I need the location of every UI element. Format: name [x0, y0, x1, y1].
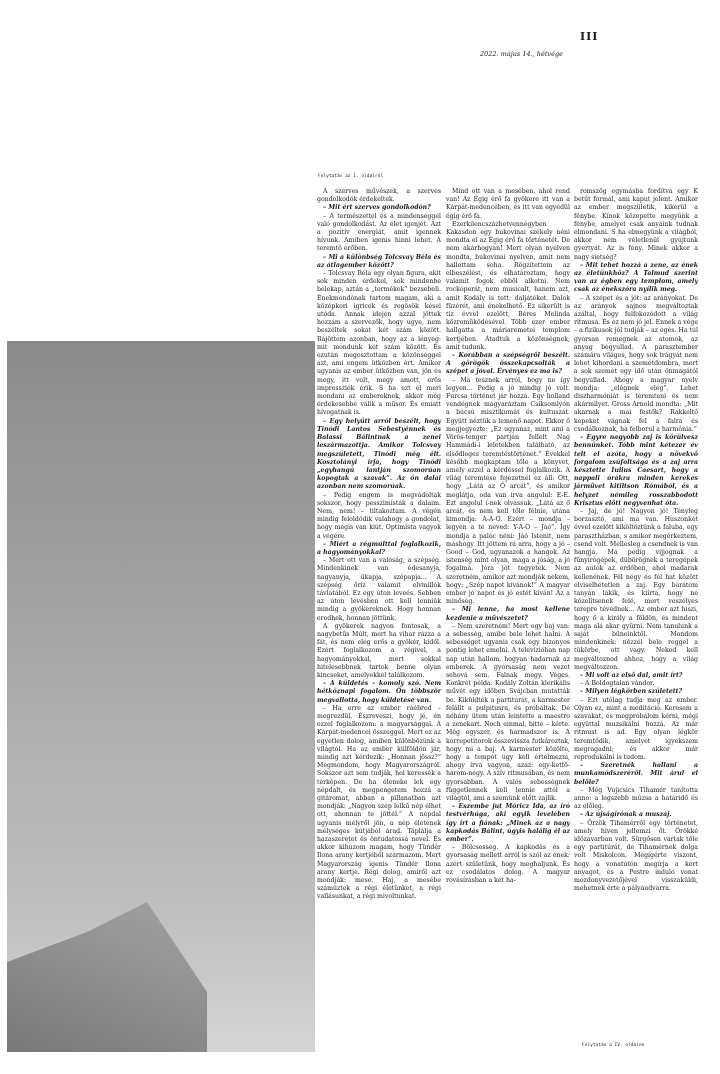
- interview-question: – Eszembe jut Móricz Ida, az író testvérhúga, aki egyik levelében így írt a fiának: „Minek az a nagy kapkodás Bálint, úgyis halálig él az ember”.: [446, 803, 570, 844]
- paragraph: – Ha erre az ember ráébred – megrezdül. Észreveszi, hogy jé, én ezzel foglalkozom: a magyarsággal. A Kárpát-medencei összeggel. Mert ez az egyetlen dolog, amiben különbözünk a világtól. Ha az ember külföldön jár, mindig azt kérdezik: „Honnan jössz?” Megmondom, hogy Magyarországról. Sokszor azt sem tudják, hol keressék a térképen. De ha éleneke lek egy népdalt, és megpengetem hozzá a gitáromat, abban a pillanatban azt mondják: „Nagyon szép lelkű nép élhet ott, ahonnan te jöttél.” A népdal ugyanis mélyről jön, a nép életének mélységes kútjából árad. Táplálja a hazaszeretet és öntudatossá nevel. És akkor kihúzom magam, hogy Tündér Ilona arany kertjéből származom. Mert Magyarország igenis Tündér Ilona arany kertje. Régi dolog, amiről azt mondják: mese. Haj, a mesébe számûztek a régi életünket, a régi vallásunkat, a régi mivoltunkat.: [317, 704, 441, 901]
- paragraph: – Jaj, de jó! Nagyon jó! Tényleg borzasztó, ami ma van. Huszonkét évvel ezelőtt kiköltöztünk a faluba, egy parasztházban, s amikor megérkeztem, csend volt. Mellesleg a csendnek is van hangja. Ma pedig vijjognak a fűnyírógépek, dübörögnek a teregépek az autók az erdőben, ahol madarak kellenének. Fél négy és fél hat között elviselhetetlen a zaj. Egy barátom tanyán lakik, és kiírta, hogy ne közelítsenek felé, mert veszélyes terepre tévednek... Az ember azt hiszi, hogy ő a király a földön, és mindent maga alá akar gyűrni. Nem tanulunk a saját bűneinktől. Mondom mindenkinek: nézzél bele reggel a tükörbe, ott vagy. Neked kell megváltoznod ahhoz, hogy a világ megváltozzon.: [574, 507, 698, 671]
- paragraph: – Őrzök Tihamérről egy történetet, amely híven jellemzi őt. Örökké időzavarban volt. Sürgősen vártak tőle egy partitúrát, de Tihamérnek dolga volt Miskolcon. Megígérte viszont, hogy a vonatútón megírja a kért anyagot, és a Pestre induló vonat mozdonyvezetőjével visszaküldi, mehetnek érte a pályaudvarra.: [574, 819, 698, 893]
- article-photo: [7, 341, 315, 1052]
- text-column-2: [446, 188, 570, 885]
- interview-question: – Egy helyütt arról beszélt, hogy Tinódi Lantos Sebestyénnek és Balassi Bálintnak a zenei leszármazottja. Amikor Tolcsvay megszületett, Tinódi még élt. Kosztolányi írja, hogy Tinódi „egyhangú lantján szomorúan kopogtak a szavak”. Az ön dalai azonban nem szomorúak.: [317, 417, 441, 491]
- continued-from-note: Folytatás az I. oldalról: [318, 174, 384, 179]
- continued-to-note: Folytatás a IV. oldalon: [582, 1043, 645, 1048]
- interview-question: – A küldetés – komoly szó. Nem hétköznapi fogalom. Ön többször megvallotta, hogy küldetése van.: [317, 680, 441, 704]
- interview-question: – Mi lenne, ha most kellene kezdenie a művészetet?: [446, 606, 570, 622]
- paragraph: – Nem szeretném! Mert egy baj van: a sebesség, amibe bele lehet halni. A sebességet ugyanis csak egy bizonyos pontig lehet emelni. A televízióban nap nap után hallom, hogyan hadarnak az emberek. A gyorsaság nem vezet sehová sem. Falnak megy. Véges. Konkrét példa: Kodály Zoltán klerikális művét egy időben Svájcban mutatták be. Kiküldték a partitúrát, a karmester felállt a pulpitusra, és próbáltak. De néhány ütem után leintette a maestro a zenekart. Noch einmal, bitte – kérte. Még egyszer, és harmadszor is. A korrepetitorok összevissza futkároztak, hogy mi a baj. A karmester közölte, hogy a tempót úgy kell értelmezni, ahogy írva vagyon, azaz: egy-kettő-három-négy. A szív ritmusában, és nem gyorsabban. A valós sebességnek függetlennek kell lennie attól a világtól, ami a szemünk előtt zajlik.: [446, 622, 570, 803]
- interview-question: – Mit tehet hozzá a zene, az ének az életünkhöz? A Talmud szerint van az égben egy templom, amely csak az énekszóra nyílik meg.: [574, 261, 698, 294]
- interview-question: – Az újságírónak a muszáj.: [580, 811, 672, 819]
- paragraph: – Ma tesznek arról, hogy ne így legyen... Pedig a jó mindig jó volt. Furcsa történet jár hozzá. Egy holland vendégnek magyaráztam Csíksomlyón a búcsú misztikumát és kultuszát. Együtt néztük a lemenő napot. Ekkor ő megjegyezte: „Ez ugyanaz, mint ami a Vörös-tenger partján fellelt Nag Hammádi-i leletekben található, az elsődleges teremtéstörténet.” Évekkel később megkaptam tőle a könyvet, amely ezzel a kérdéssel foglalkozik. A világ teremtése fejezetnél ez áll: Ott, hogy „Látá az Ő arcát”, és amikor meglátja, oda van írva angolul: E-E. Ezt angolul í-nek olvassuk. „Látá az ő arcát, és nem kell tőle félnie, utána kimondja: A-A-O. Ezért – mondja – legyen a te neved: Y-A-O – Jáó”. Így mondja a palóc néni: Jáó Istenit, nem máshogy. Itt jöttem rá arra, hogy a jó – Good – God, ugyanazok a hangok. Az istenség mint olyan, maga a jóság, a jó fogalma. Jóra jót tegyetek. Nem szeretném, amikor azt mondják nekem, hogy: „Szép napot kívánok!” A magyar ember jó napot és jó estét kíván! Az a minőség.: [446, 376, 570, 606]
- paragraph: romszög egymásba fordítva egy K betűt formál, ami kaput jelent. Amikor az ember megszületik, kikerül a fénybe. Kínok közepette megyünk a fénybe, amelyet csak anyáink tudnak elmondani. S ha elmegyünk a világból, akkor nem véletlenül gyújtunk gyertyát. Az is fény. Minek akkor a nagy sietség?: [574, 188, 698, 261]
- text-column-1: [317, 188, 441, 902]
- interview-question: – Milyen légkörben született?: [580, 688, 683, 696]
- interview-question: – Mit ért szerves gondolkodón?: [323, 204, 431, 212]
- paragraph: – Mert ott van a valóság, a szépség. Mindenkinek van édesanyja, nagyanyja, ükapja, szépapja... A szépség őriz valamit elvmillók távlatából. Ez egy úton leveés. Sebben az úton levésben ott kell lenniük mindig a gyökereknek. Hogy honnan eredhek, honnan jöttünk.: [317, 557, 441, 622]
- interview-question: – Mi a különbség Tolcsvay Béla és az átlagember között?: [317, 253, 441, 269]
- paragraph: A szerves művészek, a szerves gondolkodók érdekeltek.: [317, 188, 441, 204]
- text-column-3: [574, 188, 698, 893]
- interview-question: – Miért a régmúlttal foglalkozik, a hagyományokkal?: [317, 540, 441, 556]
- paragraph: A gyökerek nagyon fontosak, a nagybetűs Múlt, mert ha vihar rázza a fát, és nem elég erős a gyökér, kidől. Ezért foglalkozom a régivel, a hagyományokkal, mert sokkal hitelesebbnek tartok benne olyan kincseket, amelyekkel találkozom.: [317, 622, 441, 679]
- paragraph: – Bölcsesség. A kapkodás és a gyorsaság mellett arról is szól az ének: azért születünk, hogy meghaljunk. És ez csodálatos dolog. A magyar rovásírásban a két ha-: [446, 844, 570, 885]
- paragraph: – A természettel és a mindenséggel való gondolkodást. Az élet igenjét. Azt a pozitív energiát, amit igennek hívunk. Amiben igenis hinni lehet. A teremtő erőben.: [317, 212, 441, 253]
- paragraph: – A szépet és a jót: az arányokat. De az arányok sajnos megváltoztak azáltal, hogy felfokozódott a világ ritmusa. És ez nem jó jel. Ennek a vége – a fizikusok jól tudják – az égés. Ha túl gyorsan remegnek az atomok, az anyag begyullad. A parasztember számára világos, hogy sok trágyát nem lehet kihordani a szemétdombra, mert a sok szemét egy idő után önmagától begyullad. Ahogy a magyar nyelv mondja: „elégnek elég”. Lehet diszharmóniát is teremteni és nem akármilyet. Gross Arnold mondta: „Mit akarnak a mai festők? Rákkeltő képeket vágnak fel a falra és csodálkoznak, ha felborul a harmónia.”: [574, 294, 698, 433]
- interview-question: – Korábban a szépségről beszélt. A görögök összekapcsolták a szépet a jóval. Érvényes ez ma is?: [446, 352, 570, 376]
- page-number: III: [580, 30, 599, 43]
- paragraph: Mind ott van a mesében, ahol rend van! Az Égig érő fa gyökere itt van a Kárpát-medencében, és itt van egyedül égig érő fa.: [446, 188, 570, 220]
- photo-subject: [7, 902, 207, 1052]
- paragraph: – Ezt utólag tudja meg az ember. Olyan ez, mint a meditáció. Keresem a szavakat, és megpróbálom kérni, mégi együttal muzsikálni hozzá. Az már ritmust is ad. Egy olyan légkör teremtődik, amelyet igyekszem megragadni; és akkor már reprodukálni is tudom.: [574, 696, 698, 762]
- paragraph: – Tolcsvay Béla egy olyan figura, akit sok minden érdekel, sok mindenbe belekap, aztán a „termékek” bezsebeli. Énekmondónak tartom magam, aki a középkori igricek és regösök kései utóda. Annak idején azzal jöttek hozzám a szervezők, hogy ugye, nem beszéltek sokat két szám között. Rájöttem azonban, hogy az a lényeg: mit mondunk két szám között. És ezután megosztottam a közönséggel azt, ami engem ütközben ért. Amikor ugyanis az ember ütközben van, jön és megy, itt volt, megy amott, erős impressziók érik. S ha ezt el meri mondani az embereknek, akkor még érdekesebbé válik a műsor. És emiatt hívogatnak is.: [317, 270, 441, 417]
- paragraph: Ezerkilencszázhetvennégyben Kakasdon egy bukovinai székely néni mondta el az Égig érő fa történetét. De nem akárhogyan! Mert olyan nyelven mondta, bukovinai nyelven, amit nem hallottam soha. Rögzítettem az elbeszélést, és elhatároztam, hogy valamit fogok ebből alkotni. Nem rockoperát, nem musicalt, hanem azt, amit Kodály is tett: daljátékot. Dalok füzérét, ami énekelhető. Ez sikerült is tíz évvel ezelőtt, Béres Melinda közreműködésével. Több ezer ember hallgatta a máriaremetei templom kertjében. Átadtuk a közönségnek, amit tudunk.: [446, 220, 570, 351]
- interview-question: – Egyre nagyobb zaj is körülvesz bennünket. Tóbb mint kétezer év telt el azóta, hogy a növekvő forgalom zsúfoltsága és a zaj arra késztette Iulius Caesart, hogy a nappali órákra minden kerekes járművet kitiltson Rómából, és a helyzet némileg rosszabbodott Krisztus előtt negyvenhat óta.: [574, 434, 698, 507]
- paragraph: – A Boldogtalan vándor.: [580, 680, 655, 688]
- dateline: 2022. május 14., hétvége: [480, 50, 563, 58]
- interview-question: – Mi volt az első dal, amit írt?: [580, 671, 683, 679]
- paragraph: – Pedig engem is megvádoltak sokszor, hogy pesszimisták a dalaim. Nem, nem! – tiltakoztam. A végén mindig feloldódik valahogy a gondolat, hogy mégis van kiút. Optimista vagyok a végére.: [317, 491, 441, 540]
- interview-question: – Szeretnék hallani a munkamódszeréről. Mit árul el belőle?: [574, 762, 698, 786]
- paragraph: – Még Vujicsics Tihamér tanította anno: a legszebb mûzsa a határidő és az előleg.: [574, 786, 698, 811]
